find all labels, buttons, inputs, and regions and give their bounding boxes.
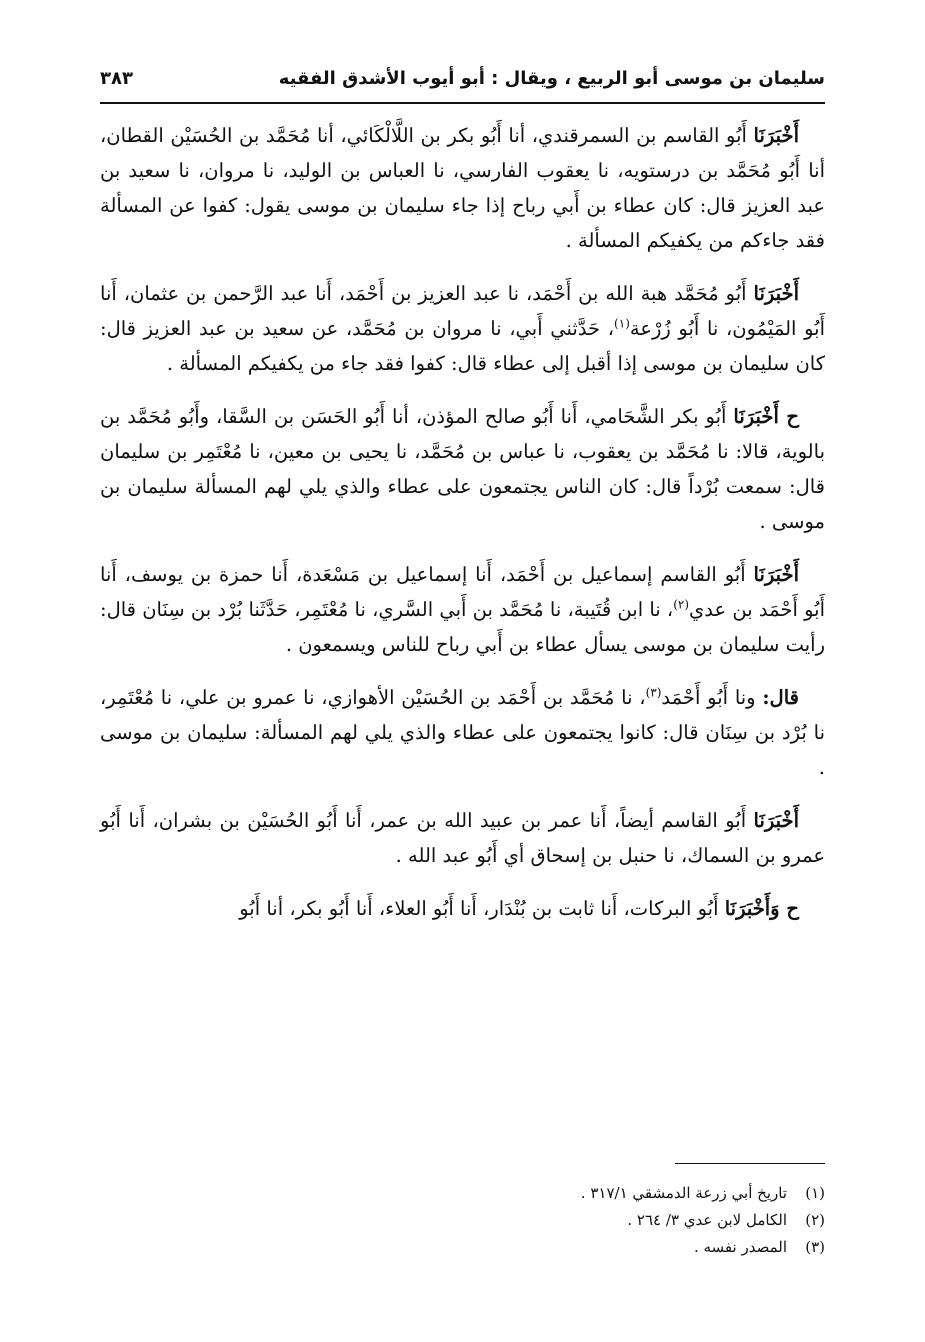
footnote-ref-3[interactable]: (٣) <box>645 685 662 700</box>
footnote-number: (٣) <box>805 1238 825 1256</box>
footnote-text: المصدر نفسه . <box>693 1238 787 1256</box>
paragraph-text: أَبُو القاسم بن السمرقندي، أنا أَبُو بكر بن اللَّالْكَائي، أنا مُحَمَّد بن الحُسَيْن القطان، أنا أَبُو مُحَمَّد بن درستويه، نا يعقوب الفارسي، نا العباس بن الوليد، نا مروان، نا سعيد بن عبد العزيز قال: كان عطاء بن أَبي رباح إذا جاء سليمان بن موسى يقول: كفوا عن المسألة فقد جاءكم من يكفيكم المسألة . <box>100 124 825 252</box>
paragraph-lead-word: أَخْبَرَنَا <box>753 124 799 147</box>
paragraph-text: أَبُو البركات، أَنا ثابت بن بُنْدَار، أَنا أَبُو العلاء، أَنا أَبُو بكر، أنا أَبُو <box>239 897 725 920</box>
paragraph-prefix: ح <box>779 897 799 920</box>
footnote-text: تاريخ أبي زرعة الدمشقي ٣١٧/١ . <box>580 1184 787 1202</box>
paragraph-text: ، نا ابن قُتَيبة، نا مُحَمَّد بن أَبي السَّري، نا مُعْتَمِر، حَدَّثَنا بُرْد بن سِنَان قال: رأيت سليمان بن موسى يسأل عطاء بن أَبي رباح للناس ويسمعون . <box>100 598 825 656</box>
paragraph-text: ، حَدَّثني أَبي، نا مروان بن مُحَمَّد، عن سعيد بن عبد العزيز قال: كان سليمان بن موسى إذا أقبل إلى عطاء قال: كفوا فقد جاء من يكفيكم المسألة . <box>100 317 825 375</box>
paragraph-lead-word: أَخْبَرَنَا <box>753 282 799 305</box>
paragraph-lead-word: أَخْبَرَنَا <box>753 563 799 586</box>
footnote-separator <box>675 1163 825 1164</box>
paragraph-text: ، نا مُحَمَّد بن أَحْمَد بن الحُسَيْن الأهوازي، نا عمرو بن علي، نا مُعْتَمِر، نا بُرْد بن سِنَان قال: كانوا يجتمعون على عطاء والذي يلي لهم المسألة: سليمان بن موسى . <box>100 686 825 779</box>
paragraph-lead-word: أَخْبَرَنَا <box>753 809 799 832</box>
paragraph-1 <box>100 118 825 258</box>
footnote-number: (١) <box>805 1184 825 1202</box>
running-title: سليمان بن موسى أبو الربيع ، ويقال : أبو أيوب الأشدق الفقيه <box>278 67 825 89</box>
footnotes <box>100 1180 825 1261</box>
paragraph-6 <box>100 803 825 873</box>
paragraph-text: أَبُو بكر الشَّحَامي، أَنا أَبُو صالح المؤذن، أنا أَبُو الحَسَن بن السَّقا، وأَبُو مُحَمَّد بن بالوية، قالا: نا مُحَمَّد بن يعقوب، نا عباس بن مُحَمَّد، نا يحيى بن معين، نا مُعْتَمِر بن سليمان قال: سمعت بُرْداً قال: كان الناس يجتمعون على عطاء والذي يلي لهم المسألة سليمان بن موسى . <box>100 405 825 533</box>
main-text <box>100 118 825 944</box>
footnote-number: (٢) <box>805 1211 825 1229</box>
paragraph-7 <box>100 891 825 926</box>
footnote-text: الكامل لابن عدي ٣/ ٢٦٤ . <box>627 1211 787 1229</box>
footnote-ref-1[interactable]: (١) <box>614 316 630 331</box>
running-header <box>100 60 825 96</box>
header-rule <box>100 102 825 104</box>
paragraph-text: أَبُو مُحَمَّد هبة الله بن أَحْمَد، نا عبد العزيز بن أَحْمَد، أَنا عبد الرَّحمن بن عثمان، أَنا أَبُو المَيْمُون، نا أَبُو زُرْعة <box>100 282 826 340</box>
footnote-2 <box>100 1207 825 1234</box>
paragraph-5 <box>100 680 825 785</box>
paragraph-lead-word: قال: <box>762 686 799 709</box>
paragraph-lead-word: أَخْبَرَنَا <box>733 405 779 428</box>
footnote-3 <box>100 1234 825 1261</box>
page-number: ٣٨٣ <box>100 67 133 89</box>
paragraph-text: أَبُو القاسم أيضاً، أَنا عمر بن عبيد الله بن عمر، أَنا أَبُو الحُسَيْن بن بشران، أَنا أَبُو عمرو بن السماك، نا حنبل بن إسحاق أي أَبُو عبد الله . <box>100 809 825 867</box>
footnote-ref-2[interactable]: (٢) <box>673 597 690 612</box>
paragraph-4 <box>100 557 825 662</box>
paragraph-lead-word: وَأَخْبَرَنَا <box>724 897 780 920</box>
paragraph-prefix: ح <box>778 405 799 428</box>
paragraph-text: أَبُو القاسم إسماعيل بن أَحْمَد، أَنا إسماعيل بن مَسْعَدة، أَنا حمزة بن يوسف، أَنا أَبُو أَحْمَد بن عدي <box>100 563 825 621</box>
paragraph-3 <box>100 399 825 539</box>
paragraph-text: ونا أَبُو أَحْمَد <box>661 686 763 709</box>
paragraph-2 <box>100 276 825 381</box>
footnote-1 <box>100 1180 825 1207</box>
